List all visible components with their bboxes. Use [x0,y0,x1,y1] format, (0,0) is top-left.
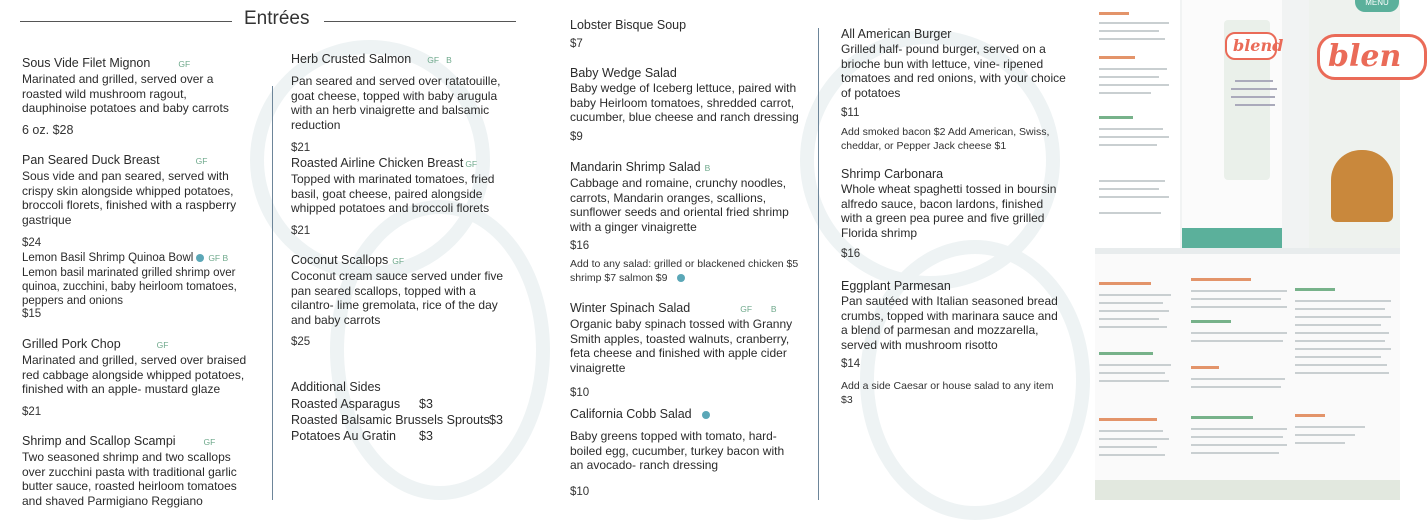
menu-item-duck-breast [22,153,252,249]
item-price: $21 [291,224,311,237]
item-price: $7 [570,38,583,50]
item-price: $16 [570,240,590,252]
diet-tag: GF B [427,55,452,65]
item-name: Lemon Basil Shrimp Quinoa Bowl [22,252,194,264]
item-price: $16 [841,248,861,260]
diet-tag: GF [195,156,208,166]
item-description: Lemon basil marinated grilled shrimp over quinoa, zucchini, baby heirloom tomatoes, peppers and onions [22,267,237,307]
brand-logo: blend [1225,32,1277,60]
side-salad-note: Add a side Caesar or house salad to any item $3 [841,380,1054,406]
thumbnail-panel [1095,0,1180,248]
thumbnail-cover[interactable] [1095,0,1400,248]
menu-item-lobster-bisque [570,18,800,50]
item-name: Sous Vide Filet Mignon [22,56,151,70]
item-description: Coconut cream sauce served under five pan seared scallops, topped with a cilantro- lime gremolata, rice of the day and baby carrots [291,269,504,327]
item-name: Shrimp Carbonara [841,167,944,181]
heading-rule-right [324,21,516,22]
diet-tag: GF B [740,304,777,314]
item-price: $9 [570,130,583,143]
item-price: $24 [22,237,42,249]
diet-tag: GF [178,59,191,69]
heading-rule-left [20,21,232,22]
side-name: Roasted Balsamic Brussels Sprouts [291,413,490,427]
item-description: Sous vide and pan seared, served with crispy skin alongside whipped potatoes, broccoli florets, finished with a raspberry gastrique [22,169,237,227]
item-description: Pan sautéed with Italian seasoned bread crumbs, topped with marinara sauce and a blend of parmesan and mozzarella, served with mushroom risotto [841,294,1058,352]
menu-item-cobb-salad [570,407,800,498]
item-description: Cabbage and romaine, crunchy noodles, carrots, Mandarin oranges, scallions, sunflower seeds and oriental fried shrimp with a ginger vinaigrette [570,176,789,234]
side-price: $3 [489,413,503,427]
section-heading [20,8,516,34]
item-name: All American Burger [841,27,952,41]
thumbnail-photo: MENU blen [1309,0,1400,248]
item-description: Two seasoned shrimp and two scallops over zucchini pasta with traditional garlic butter sauce, roasted heirloom tomatoes and shaved Parmigiano Reggiano [22,450,237,508]
item-price: 6 oz. $28 [22,122,74,137]
diet-tag: B [704,163,711,173]
item-description: Topped with marinated tomatoes, fried basil, goat cheese, paired alongside whipped potatoes and broccoli florets [291,172,495,215]
diet-tag: GF [156,340,169,350]
menu-item-shrimp-carbonara [841,167,1061,260]
item-name: Pan Seared Duck Breast [22,153,160,167]
menu-item-coconut-scallops [291,253,516,348]
item-name: Lobster Bisque Soup [570,18,687,32]
section-title: Entrées [244,8,310,29]
item-name: Grilled Pork Chop [22,337,121,351]
menu-thumbnails [1095,0,1400,500]
side-price: $3 [419,429,433,443]
item-price: $11 [841,107,860,119]
salad-addon-note: Add to any salad: grilled or blackened chicken $5 shrimp $7 salmon $9 [570,258,799,284]
item-name: Eggplant Parmesan [841,279,951,293]
vegetarian-icon [702,411,710,419]
item-price: $21 [22,405,42,418]
item-description: Marinated and grilled, served over a roasted wild mushroom ragout, dauphinoise potatoes and baby carrots [22,72,229,115]
item-name: California Cobb Salad [570,407,692,421]
item-name: Mandarin Shrimp Salad [570,160,701,174]
side-name: Potatoes Au Gratin [291,429,396,443]
vegetarian-icon [677,274,685,282]
burger-addon-note: Add smoked bacon $2 Add American, Swiss, cheddar, or Pepper Jack cheese $1 [841,126,1050,152]
item-name: Winter Spinach Salad [570,301,691,315]
item-price: $14 [841,358,861,370]
item-name: Baby Wedge Salad [570,66,677,80]
item-description: Pan seared and served over ratatouille, goat cheese, topped with baby arugula with an herb vinaigrette and balsamic reduction [291,74,501,132]
item-name: Coconut Scallops [291,253,389,267]
item-description: Baby wedge of Iceberg lettuce, paired with baby Heirloom tomatoes, shredded carrot, cucumber, blue cheese and ranch dressing [570,81,799,124]
menu-item-shrimp-quinoa-bowl [22,251,252,320]
item-description: Baby greens topped with tomato, hard- boiled egg, cucumber, turkey bacon with an avocado- ranch dressing [570,429,785,472]
item-price: $10 [570,387,590,399]
item-description: Whole wheat spaghetti tossed in boursin alfredo sauce, bacon lardons, finished with a green pea puree and five grilled Florida shrimp [841,182,1057,240]
item-name: Roasted Airline Chicken Breast [291,156,464,170]
menu-item-scampi [22,434,252,508]
item-description: Organic baby spinach tossed with Granny Smith apples, toasted walnuts, cranberry, feta cheese and finished with apple cider vinaigrette [570,317,793,375]
diet-tag: GF [465,159,478,169]
column-divider [272,86,273,500]
item-price: $21 [291,142,311,154]
diet-tag: GF [203,437,216,447]
item-price: $25 [291,336,311,348]
menu-item-winter-spinach-salad [570,301,800,399]
item-price: $10 [570,485,590,498]
item-name: Shrimp and Scallop Scampi [22,434,176,448]
menu-item-eggplant-parmesan [841,279,1061,407]
item-name: Herb Crusted Salmon [291,52,412,66]
vegetarian-icon [196,254,204,262]
side-item [291,396,531,412]
menu-item-airline-chicken [291,156,516,237]
additional-sides [291,380,531,444]
watermark-swirl [330,200,550,500]
side-name: Roasted Asparagus [291,397,401,411]
side-item [291,412,531,428]
muffin-image [1331,150,1393,222]
menu-item-american-burger [841,27,1066,153]
item-price: $15 [22,308,42,320]
menu-item-wedge-salad [570,66,800,143]
diet-tag: GF B [208,253,229,263]
menu-badge: MENU [1355,0,1399,12]
menu-item-salmon [291,52,516,154]
menu-item-pork-chop [22,337,252,418]
side-price: $3 [419,397,433,411]
item-description: Marinated and grilled, served over braised red cabbage alongside whipped potatoes, finished with an apple- mustard glaze [22,353,247,396]
column-divider [818,28,819,500]
menu-item-filet-mignon [22,56,252,137]
sides-title: Additional Sides [291,380,381,394]
item-description: Grilled half- pound burger, served on a brioche bun with lettuce, vine- ripened tomatoes and red onions, with your choice of potatoes [841,42,1066,100]
side-item [291,428,531,444]
menu-item-mandarin-shrimp-salad [570,160,802,285]
thumbnail-inner-menu[interactable] [1095,254,1400,500]
diet-tag: GF [392,256,405,266]
